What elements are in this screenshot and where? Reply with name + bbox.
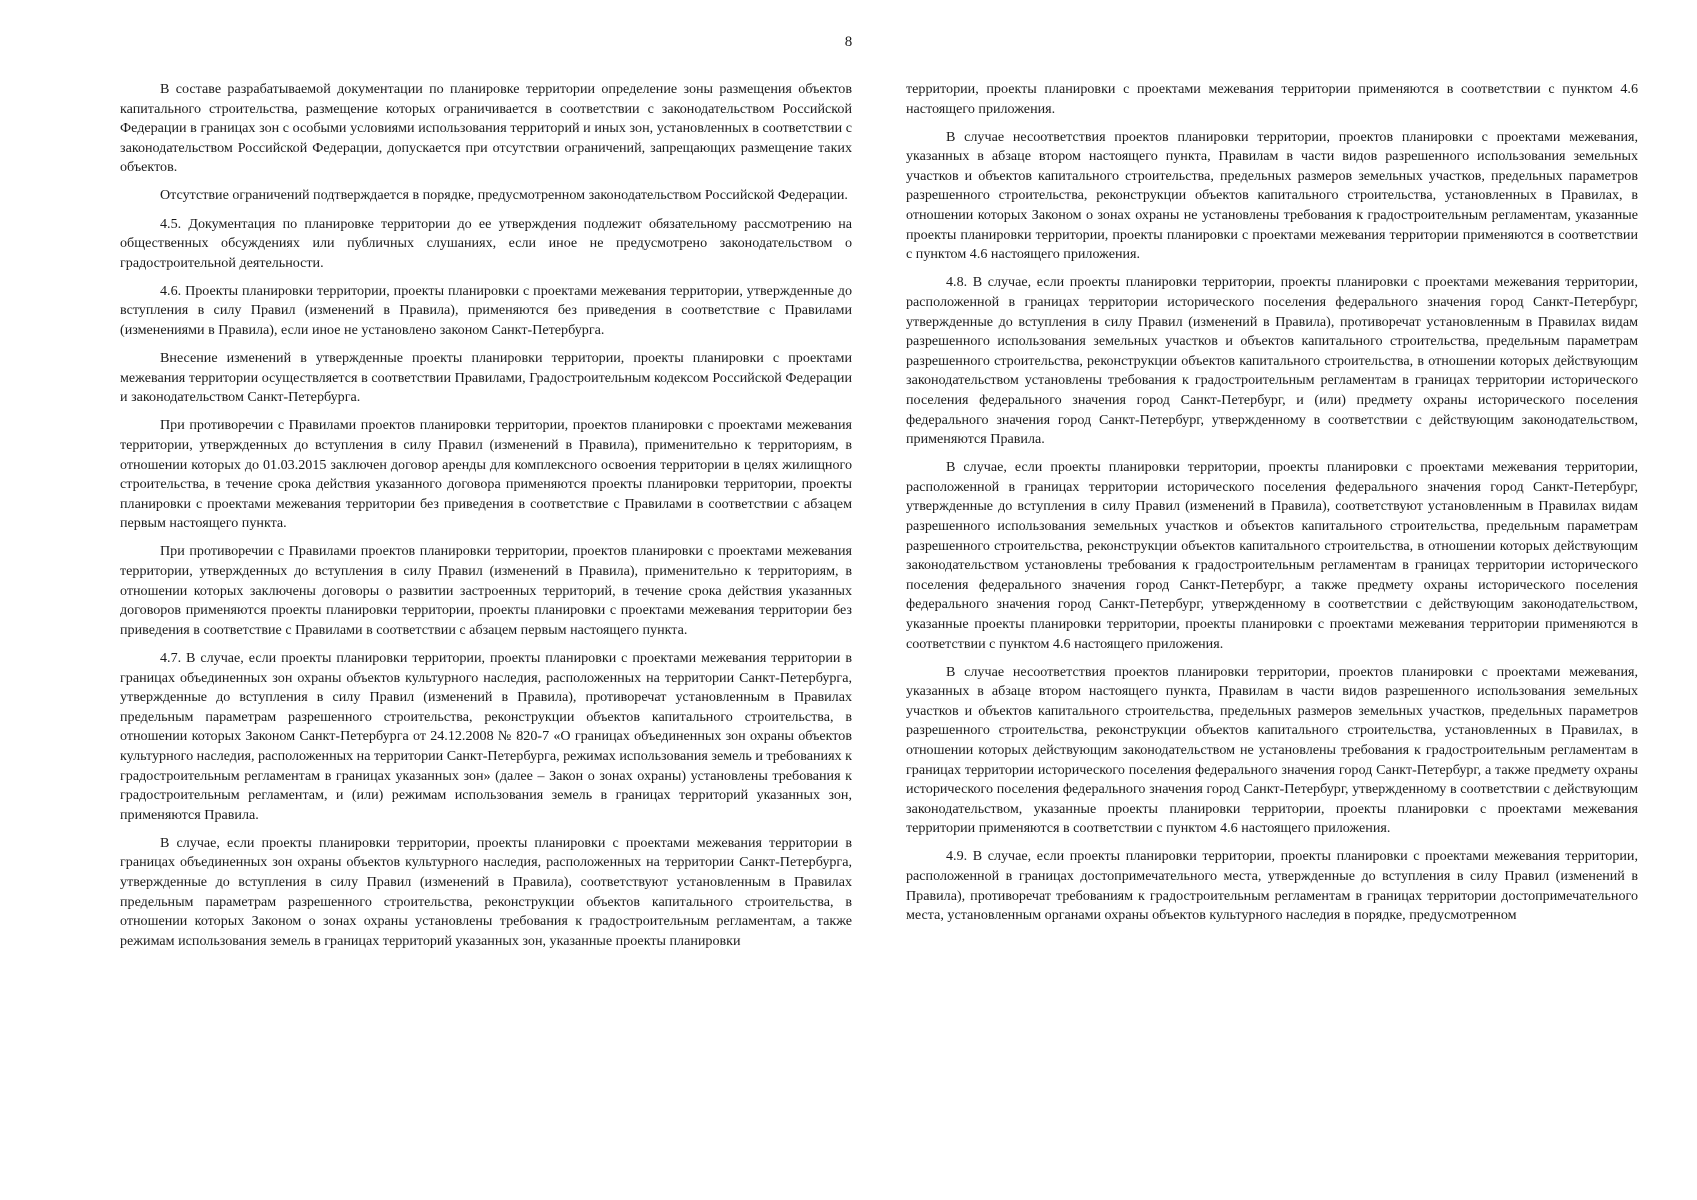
paragraph: 4.9. В случае, если проекты планировки территории, проекты планировки с проектами межевания территории, расположенной в границах достопримечательного места, утвержденные до вступления в силу Правил (изменений в Правила), противоречат требованиям к градостроительным регламентам в границах территории достопримечательного места, установленным органами охраны объектов культурного наследия в порядке, предусмотренном [906, 848, 1638, 924]
paragraph: В составе разрабатываемой документации по планировке территории определение зоны размещения объектов капитального строительства, размещение которых ограничивается в соответствии с законодательством Российской Федерации в границах зон с особыми условиями использования территорий и иных зон, установленных в соответствии с законодательством Российской Федерации, допускается при отсутствии ограничений, запрещающих размещение таких объектов. [120, 81, 852, 176]
paragraph: 4.6. Проекты планировки территории, проекты планировки с проектами межевания территории, утвержденные до вступления в силу Правил (изменений в Правила), применяются без приведения в соответствие с Правилами (изменениями в Правила), если иное не установлено законом Санкт-Петербурга. [120, 282, 852, 339]
paragraph: Внесение изменений в утвержденные проекты планировки территории, проекты планировки с проектами межевания территории осуществляется в соответствии Правилами, Градостроительным кодексом Российской Федерации и законодательством Санкт-Петербурга. [120, 350, 852, 406]
paragraph: 4.7. В случае, если проекты планировки территории, проекты планировки с проектами межевания территории в границах объединенных зон охраны объектов культурного наследия, расположенных на территории Санкт-Петербурга, утвержденные до вступления в силу Правил (изменений в Правила), противоречат установленным в Правилах предельным параметрам разрешенного строительства, реконструкции объектов капитального строительства, в отношении которых Законом Санкт-Петербурга от 24.12.2008 № 820-7 «О границах объединенных зон охраны объектов культурного наследия, расположенных на территории Санкт-Петербурга, режимах использования земель и требованиях к градостроительным регламентам в границах указанных зон» (далее – Закон о зонах охраны) установлены требования к градостроительным регламентам, и (или) режимам использования земель в границах территорий указанных зон, применяются Правила. [120, 649, 852, 823]
paragraph: 4.5. Документация по планировке территории до ее утверждения подлежит обязательному рассмотрению на общественных обсуждениях или публичных слушаниях, если иное не предусмотрено законодательством о градостроительной деятельности. [120, 215, 852, 271]
paragraph: территории, проекты планировки с проектами межевания территории применяются в соответствии с пунктом 4.6 настоящего приложения. [906, 81, 1638, 117]
right-text-column [906, 80, 1638, 934]
paragraph: 4.8. В случае, если проекты планировки территории, проекты планировки с проектами межевания территории, расположенной в границах территории исторического поселения федерального значения город Санкт-Петербург, утвержденные до вступления в силу Правил (изменений в Правила), противоречат установленным в Правилах видам разрешенного использования земельных участков и объектов капитального строительства, предельным параметрам разрешенного строительства, реконструкции объектов капитального строительства, в отношении которых действующим законодательством установлены требования к градостроительным регламентам в границах территории исторического поселения федерального значения город Санкт-Петербург, и (или) предмету охраны исторического поселения федерального значения город Санкт-Петербург, утвержденному в соответствии с действующим законодательством, применяются Правила. [906, 274, 1638, 448]
paragraph: В случае несоответствия проектов планировки территории, проектов планировки с проектами межевания, указанных в абзаце втором настоящего пункта, Правилам в части видов разрешенного использования земельных участков и объектов капитального строительства, предельных размеров земельных участков, предельных параметров разрешенного строительства, реконструкции объектов капитального строительства, установленных в Правилах, в отношении которых действующим законодательством не установлены требования к градостроительным регламентам в границах территории исторического поселения федерального значения город Санкт-Петербург, а также предмету охраны исторического поселения федерального значения город Санкт-Петербург, утвержденному в соответствии с действующим законодательством, указанные проекты планировки территории, проекты планировки с проектами межевания территории применяются в соответствии с пунктом 4.6 настоящего приложения. [906, 663, 1638, 837]
paragraph: В случае, если проекты планировки территории, проекты планировки с проектами межевания территории в границах объединенных зон охраны объектов культурного наследия, расположенных на территории Санкт-Петербурга, утвержденные до вступления в силу Правил (изменений в Правила), соответствуют установленным в Правилах предельным параметрам разрешенного строительства, реконструкции объектов капитального строительства, в отношении которых Законом о зонах охраны установлены требования к градостроительным регламентам, а также режимам использования земель в границах территорий указанных зон, указанные проекты планировки [120, 834, 852, 949]
paragraph: При противоречии с Правилами проектов планировки территории, проектов планировки с проектами межевания территории, утвержденных до вступления в силу Правил (изменений в Правила), применительно к территориям, в отношении которых до 01.03.2015 заключен договор аренды для комплексного освоения территории в целях жилищного строительства, в течение срока действия указанного договора применяются проекты планировки территории, проекты планировки с проектами межевания территории без приведения в соответствие с Правилами в соответствии с абзацем первым настоящего пункта. [120, 417, 852, 532]
paragraph: В случае несоответствия проектов планировки территории, проектов планировки с проектами межевания, указанных в абзаце втором настоящего пункта, Правилам в части видов разрешенного использования земельных участков и объектов капитального строительства, предельных размеров земельных участков, предельных параметров разрешенного строительства, реконструкции объектов капитального строительства, установленных в Правилах, в отношении которых Законом о зонах охраны не установлены требования к градостроительным регламентам, указанные проекты планировки территории, проекты планировки с проектами межевания территории применяются в соответствии с пунктом 4.6 настоящего приложения. [906, 128, 1638, 263]
paragraph: При противоречии с Правилами проектов планировки территории, проектов планировки с проектами межевания территории, утвержденных до вступления в силу Правил (изменений в Правила), применительно к территориям, в отношении которых заключены договоры о развитии застроенных территорий, в течение срока действия указанных договоров применяются проекты планировки территории, проекты планировки с проектами межевания территории без приведения в соответствие с Правилами в соответствии с абзацем первым настоящего пункта. [120, 543, 852, 638]
page-number: 8 [844, 34, 853, 50]
left-text-column [120, 80, 852, 960]
paragraph: Отсутствие ограничений подтверждается в порядке, предусмотренном законодательством Российской Федерации. [160, 187, 848, 204]
paragraph: В случае, если проекты планировки территории, проекты планировки с проектами межевания территории, расположенной в границах территории исторического поселения федерального значения город Санкт-Петербург, утвержденные до вступления в силу Правил (изменений в Правила), соответствуют установленным в Правилах видам разрешенного использования земельных участков и объектов капитального строительства, предельным параметрам разрешенного строительства, реконструкции объектов капитального строительства, в отношении которых действующим законодательством установлены требования к градостроительным регламентам в границах территории исторического поселения федерального значения город Санкт-Петербург, а также предмету охраны исторического поселения федерального значения город Санкт-Петербург, утвержденному в соответствии с действующим законодательством, указанные проекты планировки территории, проекты планировки с проектами межевания территории применяются в соответствии с пунктом 4.6 настоящего приложения. [906, 459, 1638, 652]
